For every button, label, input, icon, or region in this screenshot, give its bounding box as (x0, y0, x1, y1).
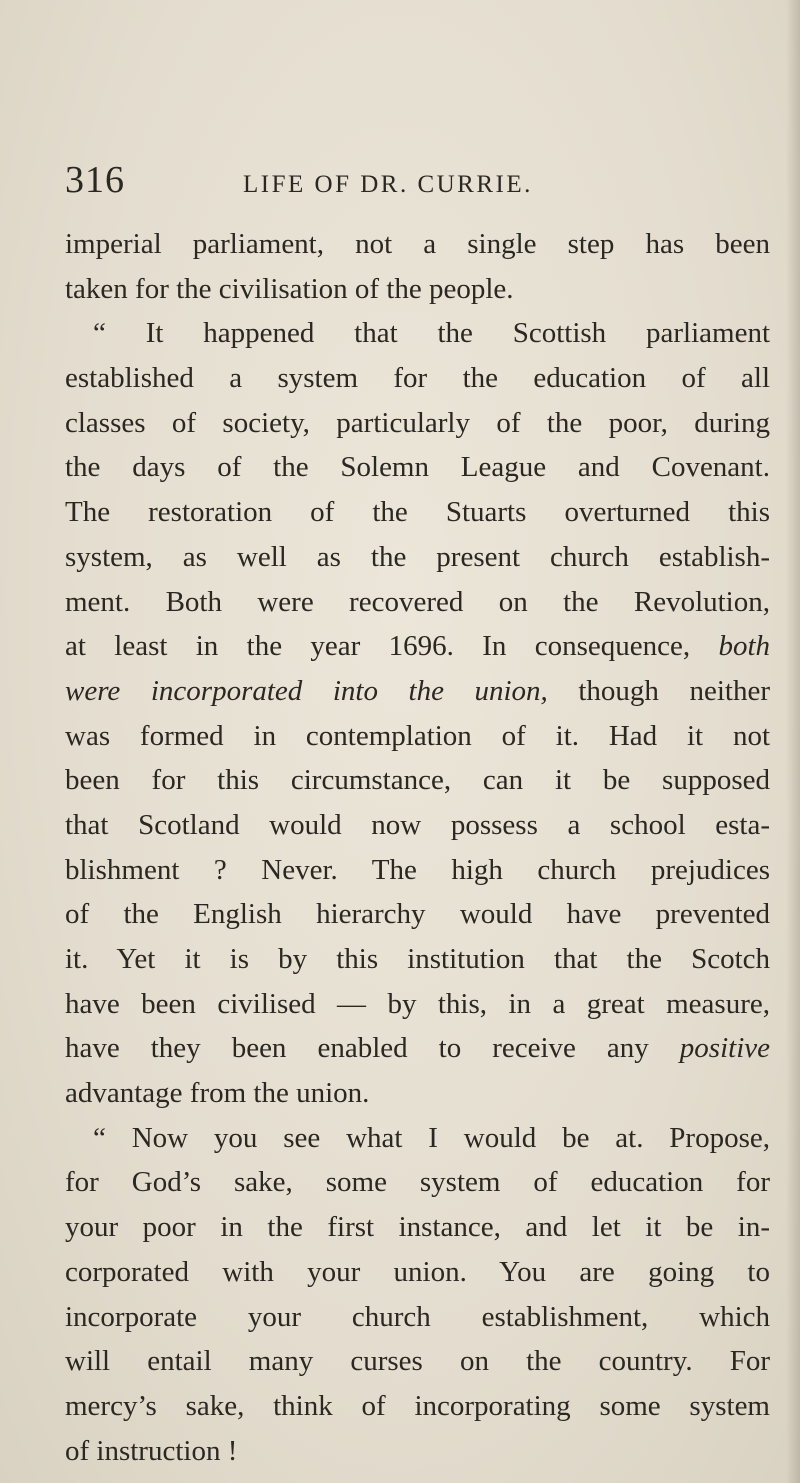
running-title: LIFE OF DR. CURRIE. (243, 171, 533, 198)
text-line: for God’s sake, some system of education for (65, 1166, 770, 1199)
text-line: advantage from the union. (65, 1077, 370, 1110)
text-line: corporated with your union. You are going to (65, 1255, 770, 1288)
running-head (65, 158, 770, 208)
text-line: of instruction ! (65, 1434, 238, 1467)
text-line: mercy’s sake, think of incorporating some system (65, 1389, 770, 1422)
text-line: imperial parliament, not a single step has been (65, 228, 770, 260)
text-line: it. Yet it is by this institution that the Scotch (65, 943, 770, 975)
text-line: blishment ? Never. The high church prejudices (65, 853, 770, 886)
text-line: have they been enabled to receive any positive (65, 1032, 770, 1065)
text-line: have been civilised — by this, in a great measure, (65, 987, 770, 1020)
text-line: system, as well as the present church establish- (65, 540, 770, 573)
text-line: will entail many curses on the country. For (65, 1345, 770, 1378)
text-line: been for this circumstance, can it be supposed (65, 764, 770, 797)
text-line: of the English hierarchy would have prevented (65, 898, 770, 931)
text-line: your poor in the first instance, and let it be in- (65, 1211, 770, 1244)
text-line: at least in the year 1696. In consequence, both (65, 630, 770, 663)
text-line: was formed in contemplation of it. Had it not (65, 719, 770, 752)
text-line: incorporate your church establishment, which (65, 1300, 770, 1333)
text-line: classes of society, particularly of the poor, during (65, 406, 770, 439)
text-line: were incorporated into the union, though neither (65, 674, 770, 707)
text-line: taken for the civilisation of the people. (65, 272, 514, 305)
text-line: ment. Both were recovered on the Revolution, (65, 585, 770, 618)
text-line: the days of the Solemn League and Covenant. (65, 451, 770, 484)
page-number: 316 (65, 159, 125, 201)
body-text (65, 222, 770, 1473)
text-line: “ Now you see what I would be at. Propose, (93, 1121, 770, 1154)
text-line: established a system for the education of all (65, 362, 770, 395)
text-line: “ It happened that the Scottish parliament (93, 317, 770, 350)
text-line: The restoration of the Stuarts overturned this (65, 496, 770, 529)
text-line: that Scotland would now possess a school esta- (65, 808, 770, 841)
